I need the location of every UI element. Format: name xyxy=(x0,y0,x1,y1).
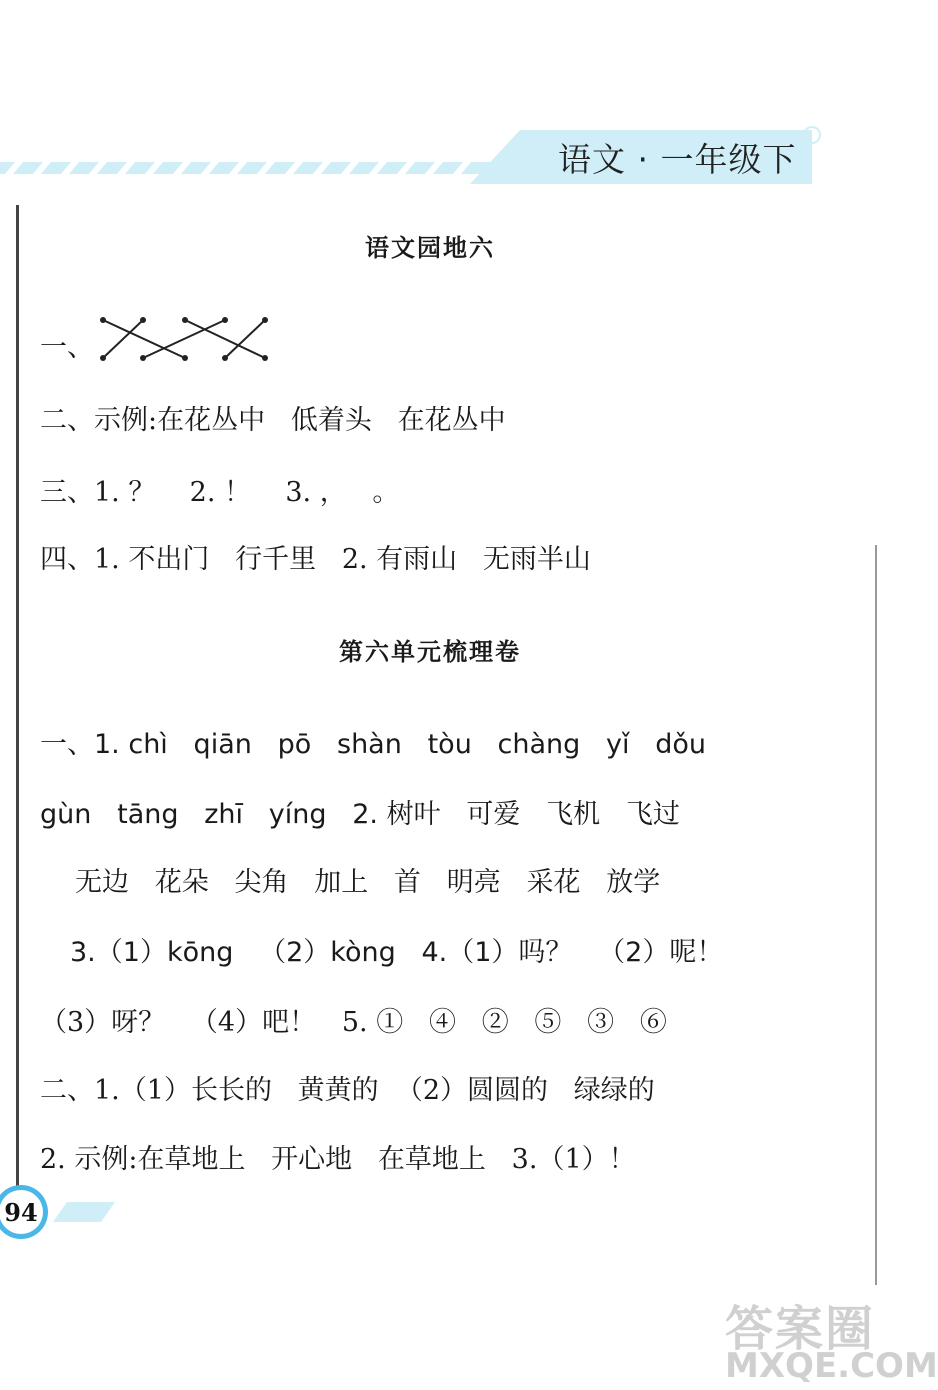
answer-line-q2: 二、示例:在花丛中 低着头 在花丛中 xyxy=(40,405,506,436)
watermark-logo: 答案圈 xyxy=(725,1301,876,1357)
question-1-label: 一、 xyxy=(40,332,94,363)
page-number: 94 xyxy=(0,1190,43,1234)
answer-line-q3: 三、1. ？ 2. ！ 3. ， 。 xyxy=(40,477,400,508)
answer-line-q4: 四、1. 不出门 行千里 2. 有雨山 无雨半山 xyxy=(40,544,591,575)
answer-line: gùn tāng zhī yíng 2. 树叶 可爱 飞机 飞过 xyxy=(40,799,680,830)
section-title-unit6-review: 第六单元梳理卷 xyxy=(339,638,521,666)
answer-line: 无边 花朵 尖角 加上 首 明亮 采花 放学 xyxy=(75,867,661,898)
watermark-url: MXQE.COM xyxy=(725,1346,938,1386)
answer-line: 二、1.（1）长长的 黄黄的 （2）圆圆的 绿绿的 xyxy=(40,1075,655,1106)
page-number-badge xyxy=(0,1185,48,1239)
book-title: 语文 · 一年级下 xyxy=(558,140,797,179)
header-stripe-band xyxy=(0,156,520,182)
matching-lines-diagram xyxy=(95,312,275,364)
left-margin-rule xyxy=(16,205,19,1195)
answer-line: （3）呀？ （4）吧！ 5. ① ④ ② ⑤ ③ ⑥ xyxy=(40,1007,667,1038)
answer-line: 一、1. chì qiān pō shàn tòu chàng yǐ dǒu xyxy=(40,729,707,760)
section-title-yuwen-yuandi: 语文园地六 xyxy=(365,234,495,262)
answer-line: 3.（1）kōng （2）kòng 4.（1）吗？ （2）呢！ xyxy=(70,937,724,968)
answer-line: 2. 示例:在草地上 开心地 在草地上 3.（1）！ xyxy=(40,1144,636,1175)
page-edge-shadow xyxy=(875,545,877,1285)
header-decor-circle xyxy=(803,126,821,144)
footer-stripe xyxy=(53,1202,115,1222)
